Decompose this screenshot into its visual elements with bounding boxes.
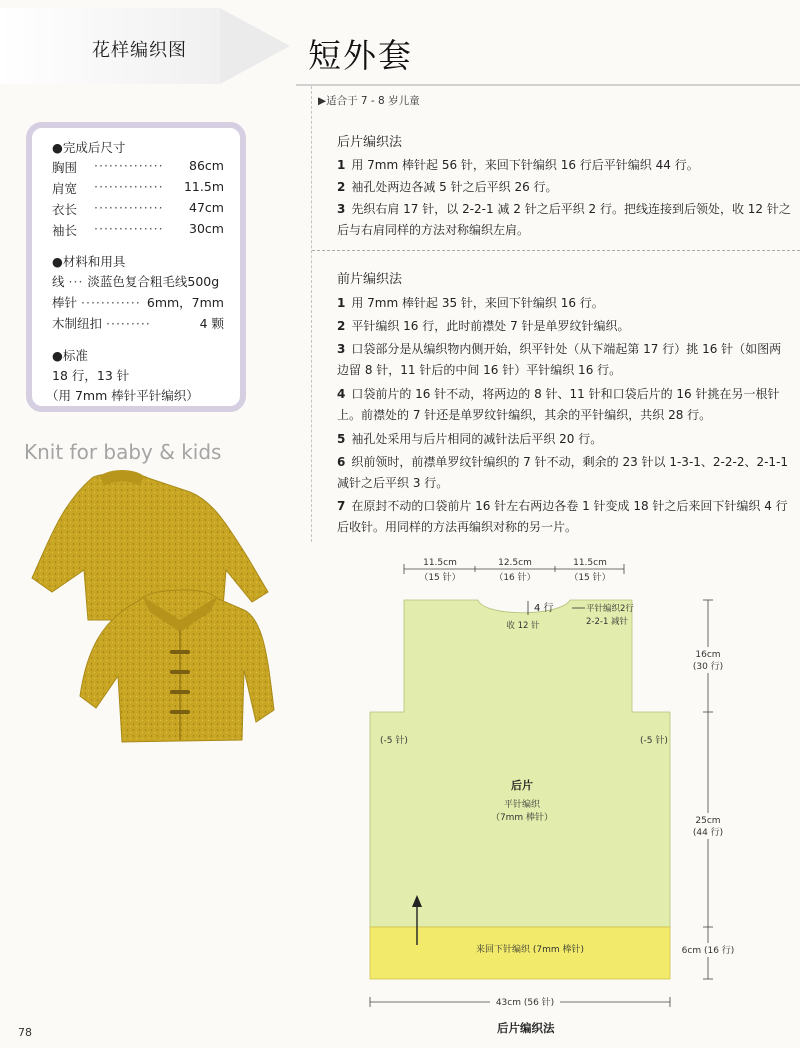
dot-leader: ············ [81, 295, 141, 310]
back-heading: 后片编织法 [337, 135, 403, 150]
step-number: 3 [337, 342, 346, 356]
front-step [337, 452, 792, 494]
front-step [337, 384, 792, 426]
front-step [337, 496, 792, 538]
top-dim-cm: 11.5cm [573, 558, 607, 568]
step-number: 2 [337, 319, 346, 333]
size-value: 30cm [189, 221, 224, 236]
stitch-name: 平针编织 [503, 800, 541, 810]
gauge-line: 18 行，13 针 [52, 368, 130, 383]
size-row [52, 200, 224, 218]
armhole-right-note: (-5 针) [640, 736, 668, 746]
material-row [52, 314, 224, 332]
size-value: 11.5m [183, 179, 224, 194]
neck-bindoff-label: 收 12 针 [506, 621, 540, 631]
step-text: 先织右肩 17 针，以 2-2-1 减 2 针之后平织 2 行。把线连接到后领处，收 12 针之后与右肩同样的方法对称编织左肩。 [337, 202, 791, 237]
step-text: 用 7mm 棒针起 56 针，来回下针编织 16 行后平针编织 44 行。 [351, 158, 699, 172]
front-heading: 前片编织法 [337, 272, 403, 287]
size-heading: ●完成后尺寸 [52, 140, 126, 155]
category-label: 花样编织图 [92, 40, 187, 61]
material-value: 淡蓝色复合粗毛线500g [87, 274, 220, 289]
title-rule [296, 84, 800, 86]
gauge-note: （用 7mm 棒针平针编织） [46, 388, 199, 403]
page-title: 短外套 [308, 36, 413, 75]
size-row [52, 179, 224, 197]
size-row [52, 221, 224, 239]
age-subtitle: ▶适合于 7 - 8 岁儿童 [318, 95, 420, 107]
material-row [52, 272, 242, 290]
step-text: 口袋部分是从编织物内侧开始，织平针处（从下端起第 17 行）挑 16 针（如图两边留 8 针，11 针后的中间 16 针）平针编织 16 行。 [337, 342, 782, 377]
size-label: 肩宽 [52, 181, 78, 196]
front-step [337, 293, 792, 314]
sweater-photo [30, 470, 290, 770]
materials-heading: ●材料和用具 [52, 254, 126, 269]
material-row [52, 293, 224, 311]
size-row [52, 158, 224, 176]
size-label: 衣长 [52, 202, 78, 217]
top-dim-cm: 12.5cm [498, 558, 532, 568]
back-step [337, 155, 792, 176]
neck-rows-label: 4 行 [534, 603, 554, 614]
material-value: 6mm，7mm [146, 295, 224, 310]
header-arrow-shape [220, 8, 290, 84]
dot-leader: ·············· [94, 179, 164, 194]
shoulder-note: 平针编织2行 [586, 604, 634, 614]
front-step [337, 339, 792, 381]
step-number: 3 [337, 202, 346, 216]
back-step [337, 177, 792, 198]
dot-leader: ·············· [94, 200, 164, 215]
diagram-caption: 后片编织法 [497, 1021, 555, 1035]
right-dim-cm: 25cm [695, 816, 721, 826]
column-divider [311, 86, 312, 542]
step-text: 袖孔处两边各减 5 针之后平织 26 行。 [351, 180, 558, 194]
dot-leader: ········· [106, 316, 151, 331]
size-value: 47cm [189, 200, 224, 215]
top-dim-stitches: （16 针） [494, 573, 536, 583]
needle-note: （7mm 棒针） [490, 813, 554, 823]
spec-box [26, 122, 246, 412]
hem-label: 来回下针编织 (7mm 棒针) [475, 945, 585, 955]
hem-dimension: 6cm (16 行) [681, 946, 735, 956]
step-text: 平针编织 16 行，此时前襟处 7 针是单罗纹针编织。 [351, 319, 630, 333]
step-number: 7 [337, 499, 346, 513]
material-label: 线 [52, 274, 65, 289]
top-dim-stitches: （15 针） [569, 573, 611, 583]
step-text: 在原封不动的口袋前片 16 针左右两边各卷 1 针变成 18 针之后来回下针编织 4 行后收针。用同样的方法再编织对称的另一片。 [337, 499, 788, 534]
armhole-left-note: (-5 针) [380, 736, 408, 746]
shoulder-decrease-note: 2-2-1 减针 [586, 617, 629, 627]
step-number: 2 [337, 180, 346, 194]
piece-name: 后片 [511, 779, 533, 792]
back-piece-diagram [360, 555, 780, 1025]
step-number: 1 [337, 158, 346, 172]
step-text: 织前领时，前襟单罗纹针编织的 7 针不动，剩余的 23 针以 1-3-1、2-2-2、2-1-1 减针之后平织 3 行。 [337, 455, 789, 490]
step-text: 口袋前片的 16 针不动，将两边的 8 针、11 针和口袋后片的 16 针挑在另一根针上。前襟处的 7 针还是单罗纹针编织，其余的平针编织，共织 28 行。 [337, 387, 780, 422]
dot-leader: ·············· [94, 221, 164, 236]
material-label: 木制纽扣 [52, 316, 103, 331]
section-separator [312, 250, 800, 251]
top-dim-stitches: （15 针） [419, 573, 461, 583]
page-number: 78 [18, 1026, 32, 1039]
dot-leader: ·············· [94, 158, 164, 173]
right-dim-rows: (30 行) [692, 662, 724, 672]
gauge-heading: ●标准 [52, 348, 88, 363]
step-text: 袖孔处采用与后片相同的减针法后平织 20 行。 [351, 432, 603, 446]
top-dim-cm: 11.5cm [423, 558, 457, 568]
photo-caption: Knit for baby & kids [24, 440, 222, 464]
size-label: 胸围 [52, 160, 78, 175]
step-number: 5 [337, 432, 346, 446]
dot-leader: ··· [68, 274, 84, 289]
right-dim-rows: (44 行) [692, 828, 724, 838]
step-number: 6 [337, 455, 346, 469]
material-label: 棒针 [52, 295, 78, 310]
size-value: 86cm [189, 158, 224, 173]
back-step [337, 199, 792, 241]
bottom-dimension: 43cm (56 针) [495, 998, 555, 1008]
front-step [337, 429, 792, 450]
front-step [337, 316, 792, 337]
step-text: 用 7mm 棒针起 35 针，来回下针编织 16 行。 [351, 296, 604, 310]
step-number: 4 [337, 387, 346, 401]
material-value: 4 颗 [199, 316, 224, 331]
back-body-shape [370, 600, 670, 927]
step-number: 1 [337, 296, 346, 310]
right-dim-cm: 16cm [695, 650, 721, 660]
size-label: 袖长 [52, 223, 78, 238]
